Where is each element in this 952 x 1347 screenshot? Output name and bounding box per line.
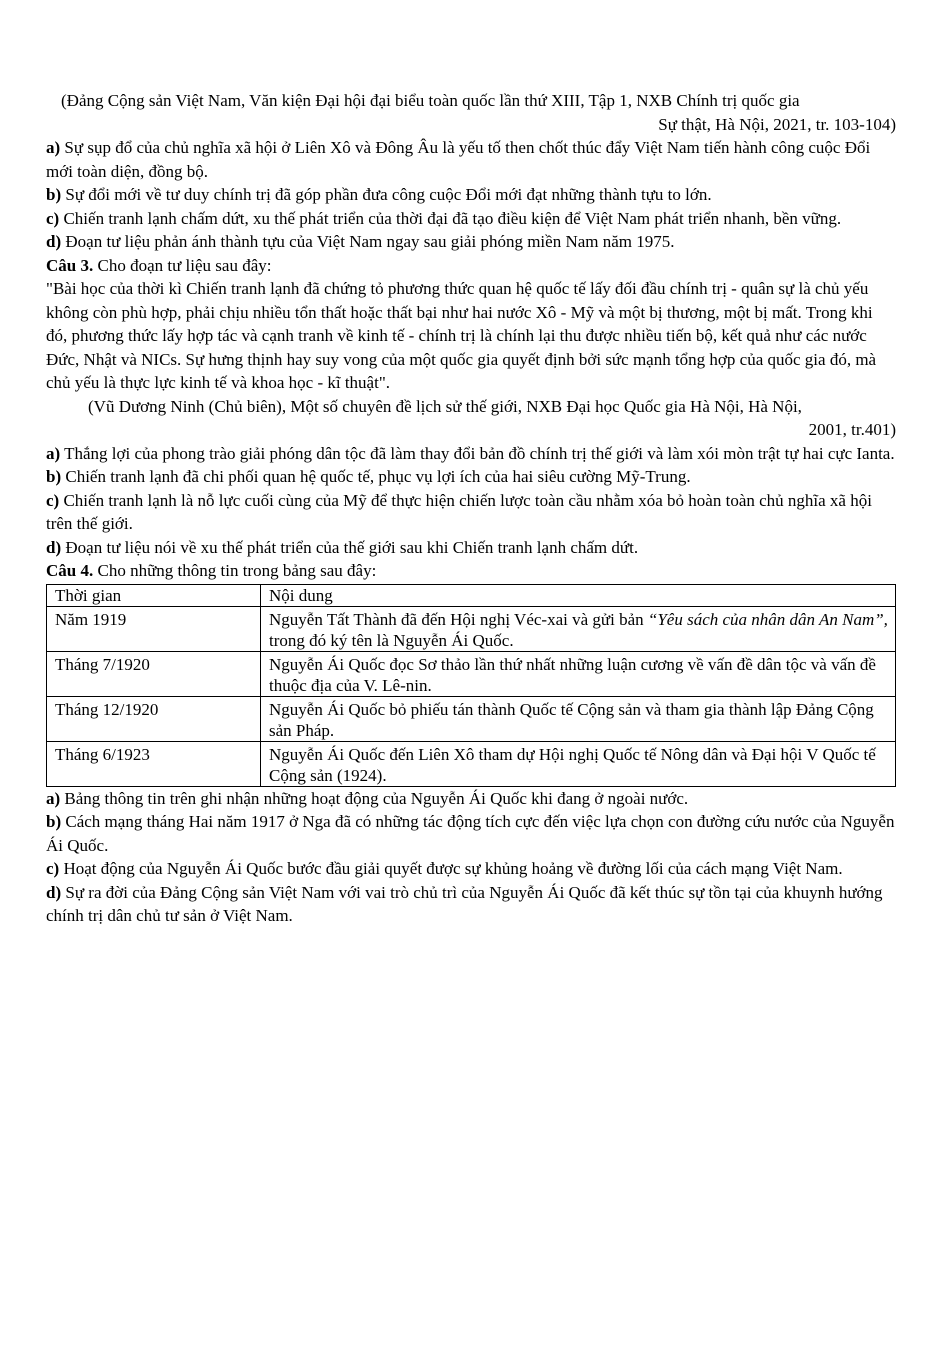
option-label: d): [46, 537, 62, 557]
option-text: Chiến tranh lạnh là nỗ lực cuối cùng của Mỹ để thực hiện chiến lược toàn cầu nhằm xóa bỏ hoàn toàn chủ nghĩa xã hội trên thế giới.: [46, 490, 872, 533]
q4-option-a: [46, 787, 896, 811]
option-label: c): [46, 490, 60, 510]
table-header-cell: Nội dung: [261, 584, 896, 606]
table-cell-content: Nguyễn Tất Thành đã đến Hội nghị Véc-xai và gửi bản “Yêu sách của nhân dân An Nam”, trong đó ký tên là Nguyễn Ái Quốc.: [261, 606, 896, 651]
option-label: c): [46, 208, 60, 228]
q3-source-line2: 2001, tr.401): [808, 420, 896, 439]
q3-source-line1: (Vũ Dương Ninh (Chủ biên), Một số chuyên đề lịch sử thế giới, NXB Đại học Quốc gia Hà Nội, Hà Nội,: [88, 396, 802, 416]
option-label: d): [46, 882, 62, 902]
q2-option-b: [46, 183, 896, 207]
option-text: Cách mạng tháng Hai năm 1917 ở Nga đã có những tác động tích cực đến việc lựa chọn con đường cứu nước của Nguyễn Ái Quốc.: [46, 812, 895, 855]
question-label: Câu 3.: [46, 255, 94, 275]
option-text: Thắng lợi của phong trào giải phóng dân tộc đã làm thay đổi bản đồ chính trị thế giới và làm xói mòn trật tự hai cực Ianta.: [64, 443, 895, 463]
q3-quote: "Bài học của thời kì Chiến tranh lạnh đã chứng tỏ phương thức quan hệ quốc tế lấy đối đầu chính trị - quân sự là chủ yếu không còn phù hợp, phải chịu nhiều tổn thất hoặc thất bại như hai nước Xô - Mỹ và một bị thương, một bị mất. Trong khi đó, phương thức lấy hợp tác và cạnh tranh về kinh tế - chính trị là chính lại thu được nhiều tiến bộ, kết quả như các nước Đức, Nhật và NICs. Sự hưng thịnh hay suy vong của một quốc gia quyết định bởi sức mạnh tổng hợp của quốc gia đó, mà chủ yếu là thực lực kinh tế và khoa học - kĩ thuật".: [46, 279, 877, 392]
q3-heading: [46, 254, 896, 278]
q2-option-c: [46, 207, 896, 231]
q3-option-c: [46, 489, 896, 536]
q4-option-c: [46, 857, 896, 881]
italic-title: “Yêu sách của nhân dân An Nam”,: [647, 609, 888, 629]
option-label: b): [46, 812, 62, 831]
timeline-table: [46, 584, 896, 787]
question-label: Câu 4.: [46, 561, 94, 580]
option-label: a): [46, 788, 61, 808]
option-label: c): [46, 859, 60, 878]
table-row: [47, 741, 896, 786]
q3-option-d: [46, 536, 896, 560]
option-text: Đoạn tư liệu phản ánh thành tựu của Việt Nam ngay sau giải phóng miền Nam năm 1975.: [65, 232, 675, 251]
q3-option-a: [46, 442, 896, 466]
table-cell-time: Tháng 12/1920: [47, 696, 261, 741]
option-text: Bảng thông tin trên ghi nhận những hoạt động của Nguyễn Ái Quốc khi đang ở ngoài nước.: [64, 788, 689, 808]
question-prompt: Cho những thông tin trong bảng sau đây:: [97, 561, 377, 580]
option-text: Đoạn tư liệu nói về xu thế phát triển của thế giới sau khi Chiến tranh lạnh chấm dứt.: [65, 537, 639, 557]
table-header-row: [47, 584, 896, 606]
q3-option-b: [46, 465, 896, 489]
option-text: Sự ra đời của Đảng Cộng sản Việt Nam với vai trò chủ trì của Nguyễn Ái Quốc đã kết thúc sự tồn tại của khuynh hướng chính trị dân chủ tư sản ở Việt Nam.: [46, 882, 883, 925]
option-text: Chiến tranh lạnh đã chi phối quan hệ quốc tế, phục vụ lợi ích của hai siêu cường Mỹ-Trung.: [65, 467, 691, 486]
table-cell-time: Năm 1919: [47, 606, 261, 651]
q4-option-d: [46, 881, 896, 928]
option-label: a): [46, 138, 61, 157]
document-page: [46, 89, 896, 928]
option-label: d): [46, 232, 62, 251]
option-text: Sự sụp đổ của chủ nghĩa xã hội ở Liên Xô và Đông Âu là yếu tố then chốt thúc đẩy Việt Nam tiến hành công cuộc Đổi mới toàn diện, đồng bộ.: [46, 138, 871, 181]
table-header-cell: Thời gian: [47, 584, 261, 606]
source-citation-line1: (Đảng Cộng sản Việt Nam, Văn kiện Đại hội đại biểu toàn quốc lần thứ XIII, Tập 1, NXB Chính trị quốc gia: [61, 91, 800, 110]
table-row: [47, 696, 896, 741]
table-row: [47, 606, 896, 651]
option-label: b): [46, 467, 62, 486]
option-text: Hoạt động của Nguyễn Ái Quốc bước đầu giải quyết được sự khủng hoảng về đường lối của cách mạng Việt Nam.: [63, 859, 843, 878]
table-row: [47, 651, 896, 696]
option-label: a): [46, 443, 61, 463]
q2-option-a: [46, 136, 896, 183]
q2-option-d: [46, 230, 896, 254]
option-label: b): [46, 185, 62, 204]
table-cell-content: Nguyễn Ái Quốc đến Liên Xô tham dự Hội nghị Quốc tế Nông dân và Đại hội V Quốc tế Cộng sản (1924).: [261, 741, 896, 786]
table-cell-content: Nguyễn Ái Quốc bỏ phiếu tán thành Quốc tế Cộng sản và tham gia thành lập Đảng Cộng sản Pháp.: [261, 696, 896, 741]
question-prompt: Cho đoạn tư liệu sau đây:: [97, 255, 272, 275]
table-cell-time: Tháng 6/1923: [47, 741, 261, 786]
source-citation-line2: Sự thật, Hà Nội, 2021, tr. 103-104): [658, 114, 896, 134]
q4-heading: [46, 559, 896, 583]
table-cell-content: Nguyễn Ái Quốc đọc Sơ thảo lần thứ nhất những luận cương về vấn đề dân tộc và vấn đề thuộc địa của V. Lê-nin.: [261, 651, 896, 696]
table-cell-time: Tháng 7/1920: [47, 651, 261, 696]
option-text: Chiến tranh lạnh chấm dứt, xu thế phát triển của thời đại đã tạo điều kiện để Việt Nam phát triển nhanh, bền vững.: [63, 208, 842, 228]
option-text: Sự đổi mới về tư duy chính trị đã góp phần đưa công cuộc Đổi mới đạt những thành tựu to lớn.: [65, 185, 712, 204]
q4-option-b: [46, 810, 896, 857]
